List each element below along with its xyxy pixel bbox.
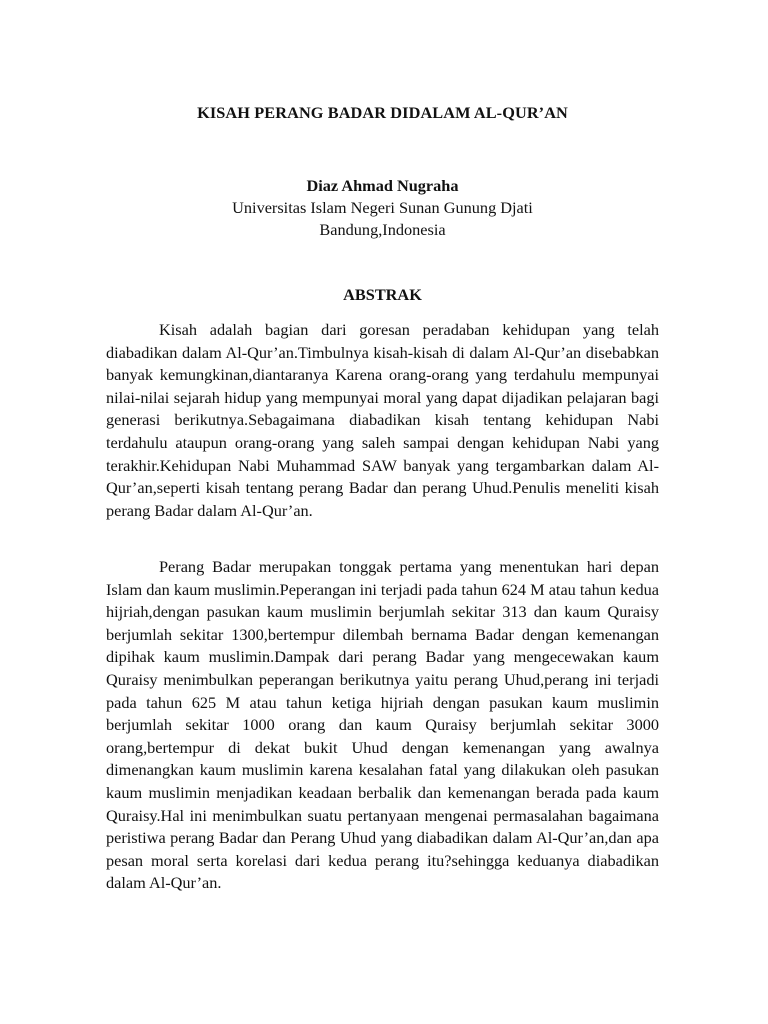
abstract-paragraph-1: Kisah adalah bagian dari goresan peradaban kehidupan yang telah diabadikan dalam Al-Qur’an.Timbulnya kisah-kisah di dalam Al-Qur’an disebabkan banyak kemungkinan,diantaranya Karena orang-orang yang terdahulu mempunyai nilai-nilai sejarah hidup yang mempunyai moral yang dapat dijadikan pelajaran bagi generasi berikutnya.Sebagaimana diabadikan kisah tentang kehidupan Nabi terdahulu ataupun orang-orang yang saleh sampai dengan kehidupan Nabi yang terakhir.Kehidupan Nabi Muhammad SAW banyak yang tergambarkan dalam Al-Qur’an,seperti kisah tentang perang Badar dan perang Uhud.Penulis meneliti kisah perang Badar dalam Al-Qur’an. <box>106 320 659 520</box>
paper-page <box>106 0 659 1024</box>
paper-title: KISAH PERANG BADAR DIDALAM AL-QUR’AN <box>197 103 568 122</box>
author-block <box>106 175 659 241</box>
author-location: Bandung,Indonesia <box>319 220 446 239</box>
author-name: Diaz Ahmad Nugraha <box>306 176 459 195</box>
abstract-paragraph-2: Perang Badar merupakan tonggak pertama yang menentukan hari depan Islam dan kaum muslimin.Peperangan ini terjadi pada tahun 624 M atau tahun kedua hijriah,dengan pasukan kaum muslimin berjumlah sekitar 313 dan kaum Quraisy berjumlah sekitar 1300,bertempur dilembah bernama Badar dengan kemenangan dipihak kaum muslimin.Dampak dari perang Badar yang mengecewakan kaum Quraisy menimbulkan peperangan berikutnya yaitu perang Uhud,perang ini terjadi pada tahun 625 M atau tahun ketiga hijriah dengan pasukan kaum muslimin berjumlah sekitar 1000 orang dan kaum Quraisy berjumlah sekitar 3000 orang,bertempur di dekat bukit Uhud dengan kemenangan yang awalnya dimenangkan kaum muslimin karena kesalahan fatal yang dilakukan oleh pasukan kaum muslimin menjadikan keadaan berbalik dan kemenangan berada pada kaum Quraisy.Hal ini menimbulkan suatu pertanyaan mengenai permasalahan bagaimana peristiwa perang Badar dan Perang Uhud yang diabadikan dalam Al-Qur’an,dan apa pesan moral serta korelasi dari kedua perang itu?sehingga keduanya diabadikan dalam Al-Qur’an. <box>106 557 659 893</box>
author-affiliation: Universitas Islam Negeri Sunan Gunung Djati <box>232 198 533 217</box>
abstract-heading: ABSTRAK <box>343 285 422 304</box>
